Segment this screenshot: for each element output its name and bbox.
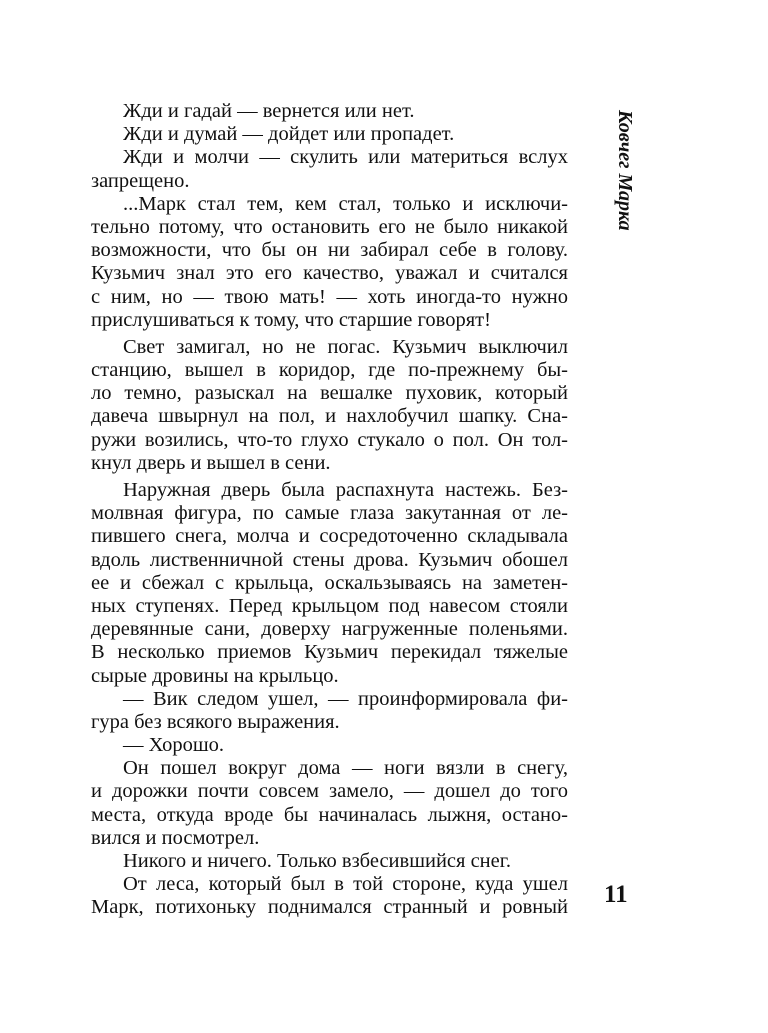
text-line: Наружная дверь была распахнута настежь. Без-: [123, 479, 568, 501]
text-line: Свет замигал, но не погас. Кузьмич выключил: [123, 335, 568, 358]
text-line: места, откуда вроде бы начиналась лыжня, остано-: [91, 803, 568, 826]
text-line: пившего снега, молча и сосредоточенно складывала: [91, 525, 568, 548]
text-line: От леса, который был в той стороне, куда ушел: [123, 873, 568, 896]
text-line: ло темно, разыскал на вешалке пуховик, который: [91, 382, 568, 405]
body-text: [91, 100, 568, 920]
text-line: станцию, вышел в коридор, где по-прежнему бы-: [91, 359, 568, 382]
text-line: ее и сбежал с крыльца, оскальзываясь на заметен-: [91, 571, 568, 594]
text-line: деревянные сани, доверху нагруженные поленьями.: [91, 618, 568, 641]
text-line: тельно потому, что остановить его не было никакой: [91, 215, 568, 238]
text-line: Жди и думай — дойдет или пропадет.: [123, 123, 455, 146]
text-line: возможности, что бы он ни забирал себе в голову.: [91, 239, 568, 262]
text-line: давеча швырнул на пол, и нахлобучил шапку. Сна-: [91, 405, 568, 428]
text-line: с ним, но — твою мать! — хоть иногда-то нужно: [91, 285, 568, 308]
text-line: ных ступенях. Перед крыльцом под навесом стояли: [91, 594, 568, 617]
page-number: 11: [604, 881, 628, 908]
text-line: молвная фигура, по самые глаза закутанная от ле-: [91, 502, 568, 525]
text-line: запрещено.: [91, 169, 190, 192]
text-line: Кузьмич знал это его качество, уважал и считался: [91, 262, 568, 285]
running-title: Ковчег Марка: [614, 110, 636, 231]
text-line: гура без всякого выражения.: [91, 710, 340, 733]
text-line: и дорожки почти совсем замело, — дошел до того: [91, 780, 568, 803]
text-line: кнул дверь и вышел в сени.: [91, 451, 331, 474]
text-line: ...Марк стал тем, кем стал, только и исключи-: [123, 192, 568, 215]
text-line: В несколько приемов Кузьмич перекидал тяжелые: [91, 641, 568, 664]
text-line: Жди и гадай — вернется или нет.: [123, 100, 415, 122]
text-line: ружи возились, что-то глухо стукало о пол. Он тол-: [91, 428, 568, 451]
text-line: Он пошел вокруг дома — ноги вязли в снегу,: [123, 757, 568, 780]
text-line: вдоль лиственничной стены дрова. Кузьмич обошел: [91, 548, 568, 571]
text-line: вился и посмотрел.: [91, 826, 260, 849]
text-line: — Хорошо.: [123, 734, 225, 757]
text-line: сырые дровины на крыльцо.: [91, 664, 339, 687]
text-line: прислушиваться к тому, что старшие говорят!: [91, 308, 491, 331]
text-line: Марк, потихоньку поднимался странный и ровный: [91, 896, 568, 919]
text-line: Никого и ничего. Только взбесившийся снег.: [123, 850, 511, 872]
text-line: Жди и молчи — скулить или материться вслух: [123, 146, 568, 169]
text-line: — Вик следом ушел, — проинформировала фи-: [123, 687, 568, 710]
